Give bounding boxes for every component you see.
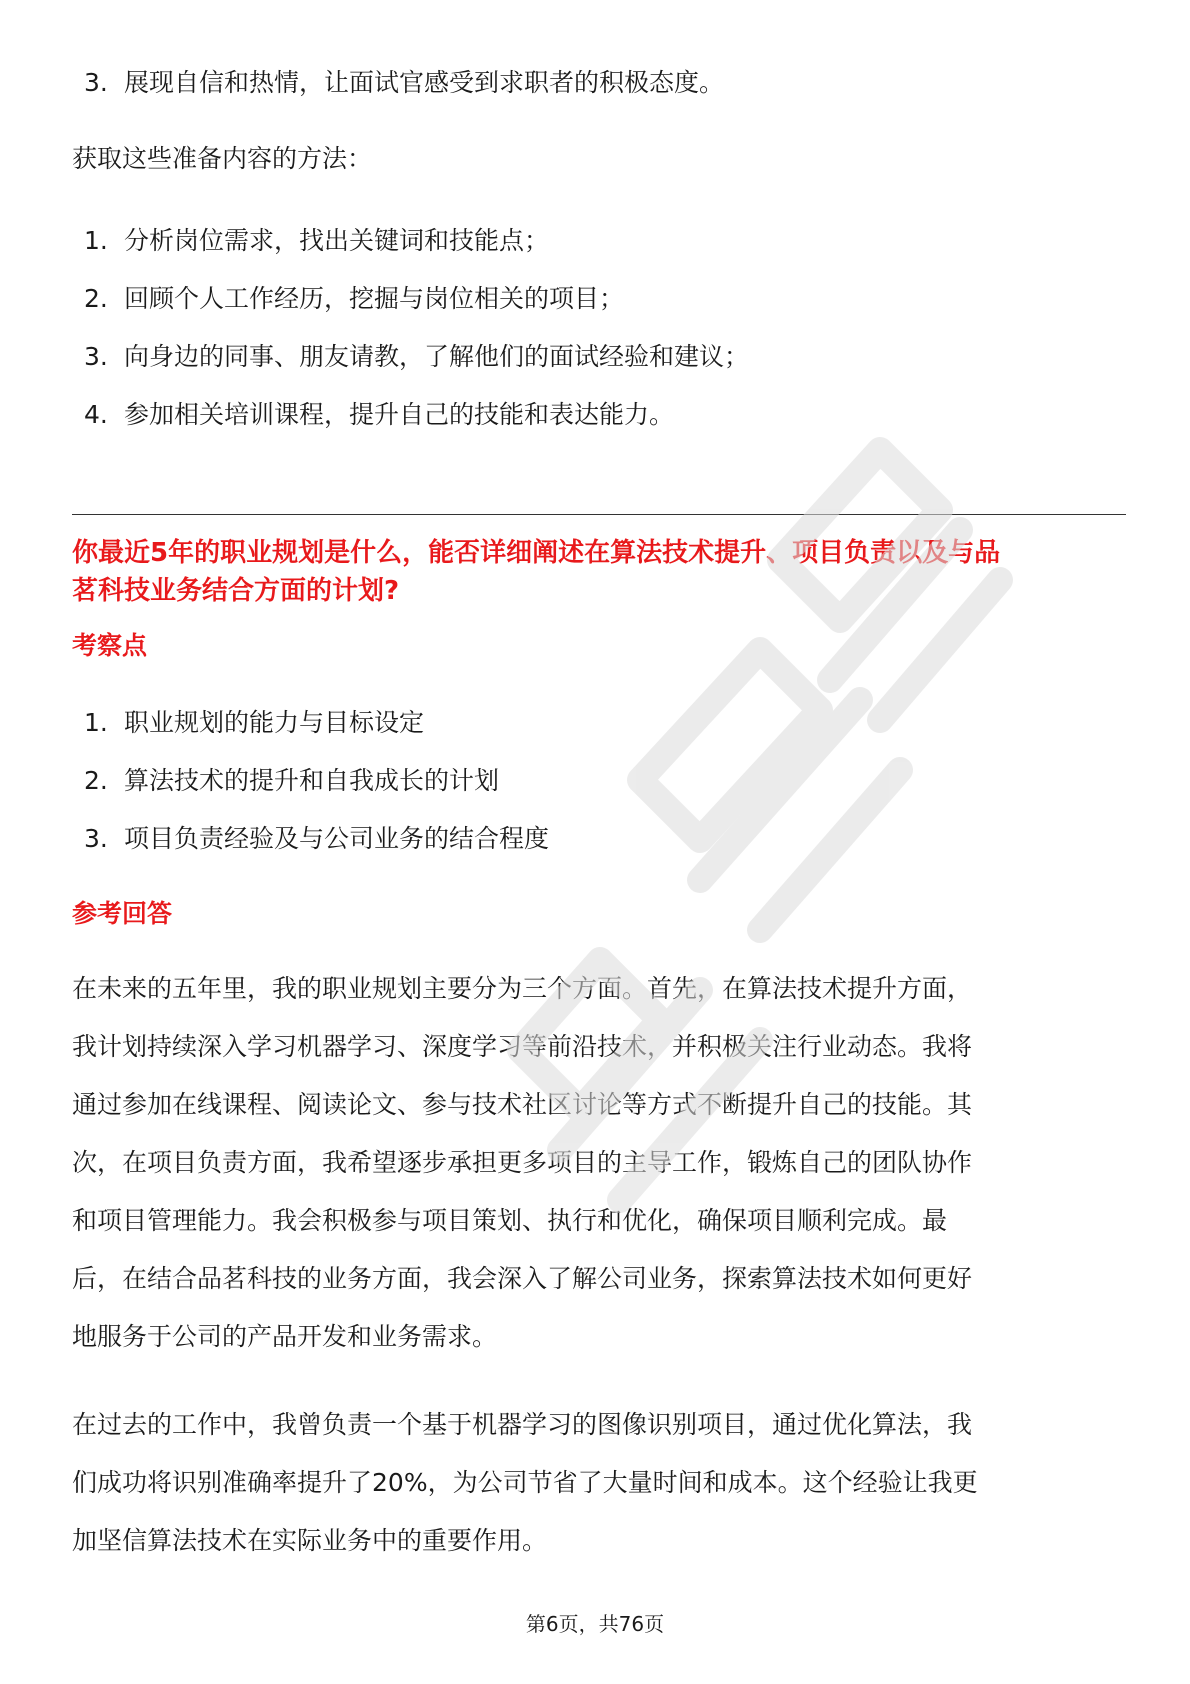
list-item: [72, 328, 749, 386]
top-list: [72, 54, 724, 112]
list-text: 分析岗位需求，找出关键词和技能点；: [124, 226, 550, 255]
list-text: 算法技术的提升和自我成长的计划: [124, 766, 500, 795]
answer-heading: 参考回答: [72, 899, 173, 928]
list-text: 展现自信和热情，让面试官感受到求职者的积极态度。: [124, 68, 725, 97]
list-text: 项目负责经验及与公司业务的结合程度: [124, 824, 550, 853]
answer-paragraph-2: 在过去的工作中，我曾负责一个基于机器学习的图像识别项目，通过优化算法，我 们成功将识别准确率提升了20%，为公司节省了大量时间和成本。这个经验让我更 加坚信算法技术在实际业务中的重要作用。: [72, 1410, 978, 1555]
list-number: 4.: [84, 400, 108, 429]
page-footer: 第6页，共76页: [525, 1612, 665, 1636]
list-item: [72, 54, 724, 112]
list-text: 参加相关培训课程，提升自己的技能和表达能力。: [124, 400, 675, 429]
list-item: [72, 752, 549, 810]
list-text: 职业规划的能力与目标设定: [124, 708, 425, 737]
section-divider: [72, 514, 1126, 515]
list-text: 向身边的同事、朋友请教，了解他们的面试经验和建议；: [124, 342, 750, 371]
list-item: [72, 810, 549, 868]
methods-heading: 获取这些准备内容的方法：: [72, 144, 373, 173]
list-item: [72, 212, 749, 270]
list-text: 回顾个人工作经历，挖掘与岗位相关的项目；: [124, 284, 625, 313]
list-number: 3.: [84, 68, 108, 97]
list-item: [72, 270, 749, 328]
list-number: 2.: [84, 284, 108, 313]
methods-list: [72, 212, 749, 444]
list-item: [72, 694, 549, 752]
focus-list: [72, 694, 549, 868]
list-number: 2.: [84, 766, 108, 795]
list-number: 1.: [84, 226, 108, 255]
list-number: 3.: [84, 342, 108, 371]
list-item: [72, 386, 749, 444]
focus-heading: 考察点: [72, 631, 148, 660]
list-number: 3.: [84, 824, 108, 853]
list-number: 1.: [84, 708, 108, 737]
answer-paragraph-1: 在未来的五年里，我的职业规划主要分为三个方面。首先，在算法技术提升方面， 我计划持续深入学习机器学习、深度学习等前沿技术，并积极关注行业动态。我将 通过参加在线课程、阅读论文、参与技术社区讨论等方式不断提升自己的技能。其 次，在项目负责方面，我希望逐步承担更多项目的主导工作，锻炼自己的团队协作 和项目管理能力。我会积极参与项目策划、执行和优化，确保项目顺利完成。最 后，在结合品茗科技的业务方面，我会深入了解公司业务，探索算法技术如何更好 地服务于公司的产品开发和业务需求。: [72, 974, 973, 1351]
question-title: 你最近5年的职业规划是什么，能否详细阐述在算法技术提升、项目负责以及与品 茗科技业务结合方面的计划?: [72, 538, 1001, 606]
